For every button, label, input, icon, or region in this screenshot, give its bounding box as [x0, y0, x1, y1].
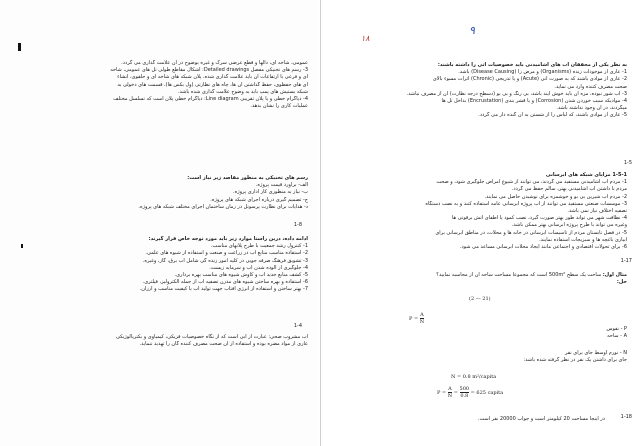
- list-item: 5- کشف منابع جدید آب و کاوش شیوه های مناسب بهره برداری.: [174, 272, 308, 279]
- text-line: شبکه بستیش های پمپ باید به وضوح علامت گذاری شده باشد.: [177, 88, 308, 95]
- variable-item: A - ساحه: [607, 333, 627, 340]
- list-item: الف- برآورد قیمت پروژه.: [255, 182, 308, 189]
- left-page: [0, 0, 318, 446]
- section-number: 1-5: [623, 160, 632, 166]
- property-item: 1- عاری از موجودات زنده (Organisms) و مرض زا (Disease Causing) باشد.: [458, 69, 627, 76]
- text-line: عمومی، شاخه ای، دالها و قطع عرضی سرک و غیره بوضوح در آن علامت گذاری می گردد.: [121, 60, 308, 66]
- list-item: د- هدایات برای نظارت پرسونل در زمان ساختمان اجرای مختلف شبکه های پروژه.: [138, 203, 308, 210]
- list-item: 4- جلوگیری از آلوده شدن آب و سرمایه زیست.: [209, 264, 308, 271]
- section-1-4: [40, 334, 308, 348]
- denominator: 0.8: [460, 393, 469, 399]
- text-line: آب مشروب صحی: عبارت از آبی است که از نگاه خصوصیات فزیکی، کیمیاوی و بکتریالوژیکی: [115, 334, 308, 340]
- property-item: صحت مصرف کننده وارد می نماید.: [554, 83, 627, 90]
- list-item: آبیاری باغچه ها و سبزیجات استفاده نمایند.: [539, 236, 627, 243]
- list-item: 6- برای تحولات اقتصادی و اجتماعی مانند ایجاد محلات آبرسانی مساعد می شود.: [459, 244, 627, 251]
- denominator: N: [447, 393, 453, 399]
- heading-text: مزایای شبکه های آبرسانی: [545, 172, 611, 178]
- text-line: عملیات کاری را نشان بدهد.: [250, 103, 308, 110]
- list-item: 6- استفاده و بهره ساختن شیوه های مدرن تصفیه آب از جمله الکترولیز، فیلتری.: [142, 279, 308, 286]
- section-1-8: [40, 236, 308, 294]
- section-number: 1-18: [620, 414, 632, 420]
- section-1-18: [335, 416, 605, 423]
- section-heading: رسم های تخنیکی به منظور مقاصد زیر نیاز است:: [187, 175, 308, 181]
- section-number: 1-8: [293, 222, 302, 228]
- fraction: [420, 312, 424, 325]
- section-1-5: [335, 172, 627, 251]
- list-item: 1- کنترول رشد جمعیت با طرح پلانهای مناسب.: [210, 243, 308, 250]
- list-item: 1- مردم آب آشامیدنی مستفید می گردند، می توانند از شیوع امراض جلوگیری شود، و صحت: [436, 179, 627, 186]
- section-number: 1-4: [293, 323, 302, 329]
- formula-norm: N = 0.8 m²/capita: [451, 374, 497, 380]
- right-page: [320, 0, 640, 446]
- equals-sign: =: [453, 390, 458, 396]
- list-item: ج- تصمیم گیری درباره اجرای شبکه های پروژه.: [210, 196, 308, 203]
- scan-mark: [21, 244, 23, 248]
- result-value: = 625 capita: [470, 390, 504, 396]
- denominator: N: [419, 319, 425, 325]
- sub-number: 1-5-1: [612, 172, 627, 178]
- fraction: [448, 386, 452, 399]
- numerator: 500: [459, 386, 470, 392]
- example-text: ساحت یک سطح 500m² است که مجموعا مساحت ساحه آن از محاسبه نمایید؟: [436, 272, 602, 278]
- design-goals: [80, 175, 308, 211]
- list-item: مردم با داشتن آب آشامیدنی بهتر، سالم حفظ می گردد.: [511, 186, 627, 193]
- formula-result: [437, 386, 503, 399]
- variable-item: P - نفوس: [606, 326, 627, 332]
- handwritten-page-number: ۹: [469, 24, 475, 37]
- list-item: تصفیه اختلاف نیاز نمی باشد.: [567, 208, 627, 215]
- intro-text: به نظر یکی از محققان آب های آشامیدنی باید خصوصیات آتی را داشته باشند:: [437, 62, 627, 68]
- text-line: ای های حفظوی، حفظ گذاشتن آن ها، چاه های نظارتی (ول بکس ها)، قسمت های دخولی به: [117, 81, 308, 88]
- equation-number: (2 — 21): [469, 296, 491, 302]
- fraction: [460, 386, 470, 399]
- section-heading: ادامه داده، درین راستا موارد زیر باید مورد توجه خاص قرار گیرند:: [148, 236, 308, 242]
- list-item: وغیره می تواند با طرح پروژه آبرسانی بهتر ممکن باشد.: [511, 222, 627, 229]
- list-item: 7- بهتر ساختن و استفاده از انرژی افتاب جهت تولید آب با کیفیت مناسب و ارزان.: [139, 286, 308, 293]
- formula-lhs: P =: [409, 316, 419, 322]
- numerator: A: [420, 312, 424, 318]
- property-item: 2- عاری از موادی باشند که به صورت آنی (Acute) و یا تدریجی (Chronic) اثرات مسوء بالای: [432, 76, 627, 83]
- list-item: 4- نظافت شهر می تواند طور بهتر صورت گیرد، نصب کمود یا اطفای آتش برقوتی ها: [452, 215, 627, 222]
- text-line: ای و فرعی با ارتفاعات آن باید علامت گذاری شده، پلان شبکه های شاخه ای و حلقوی، انشاء: [117, 74, 308, 81]
- section-number: 1-17: [620, 258, 632, 264]
- handwritten-mark: ۱۸: [361, 34, 370, 43]
- example-block: [335, 272, 627, 286]
- list-item: 3- تشویق فرهنگ صرفه جویی در کلیه امور زنده گی شامل آب برق، گاز، وغیره.: [142, 257, 308, 264]
- property-item: 4- موادیکه سبب خوردن شدن (Corrosion) و یا قشر بندی (Encrustation) بداخل تل ها: [441, 98, 627, 105]
- text-line: عاری از مواد مضره بوده و استفاده از آن صحت مصرف کننده گان را تهدید ننماید.: [139, 341, 308, 348]
- variables-list: [441, 326, 627, 340]
- section-heading: [335, 172, 627, 179]
- norm-label: N - نورم اوسط جای برای نفر: [565, 350, 627, 356]
- formula-density: [409, 312, 424, 325]
- list-item: 2- استفاده مناسب منابع آب در زراعت و صنعت و استفاده از شیوه های علمی.: [145, 250, 308, 257]
- list-item: 5- در فصل تابستان مردم از تاسیسات آبرسانی در خانه ها و محلات، در مناطق آبرسانی برای: [435, 229, 627, 236]
- property-item: میگردند، در آن وجود نداشته باشد.: [556, 105, 627, 112]
- text-line: 4- دیاگرام خطی و یا پلان تقریبی Line diagram: دیاگرام خطی پلان است که تسلسل مختلف: [113, 96, 308, 103]
- list-item: ب- نیاز به منظوری کار اداری پروژه.: [233, 189, 308, 196]
- top-paragraph: [40, 60, 308, 110]
- scan-mark: [18, 43, 21, 51]
- intro-block: [335, 62, 627, 120]
- list-item: 2- مردم آب شیرین بی بو و خوشمزه برای نوشیدن حاصل می نمایند.: [484, 193, 627, 200]
- list-item: 3- موسسات صنعتی مستفید می توانند از آب پروژه آبرسانی عامه استفاده کنند و به نصب دستگاه: [425, 200, 627, 207]
- example-label: مثال اول:: [602, 272, 627, 278]
- text-line: در اینجا مساحت 20 کیلومتر است و جواب 20000 نفر است.: [477, 416, 605, 422]
- norm-note: [335, 350, 627, 364]
- property-item: 5- عاری از موادی باشند، که لباس را از شستن به آن گنده دار می گردد.: [478, 112, 627, 119]
- text-line: 3- رسم های تخنیکی مفصل Detailed drawings: اشکال مقاطع طولی تل های عمومی، شاخه: [110, 67, 308, 74]
- solution-label: حل:: [616, 279, 627, 286]
- property-item: 3- آب شور نبوده، مزه آن باید خوش آیند باشد، بی رنگ و بی بو (دسطح درجه نظارت) آن از مصرف نباشد.: [406, 90, 627, 97]
- norm-text: جای برای داشتن یک نفر در نظر گرفته شده باشد:: [523, 357, 627, 364]
- numerator: A: [448, 386, 452, 392]
- formula-lhs: P =: [437, 390, 447, 396]
